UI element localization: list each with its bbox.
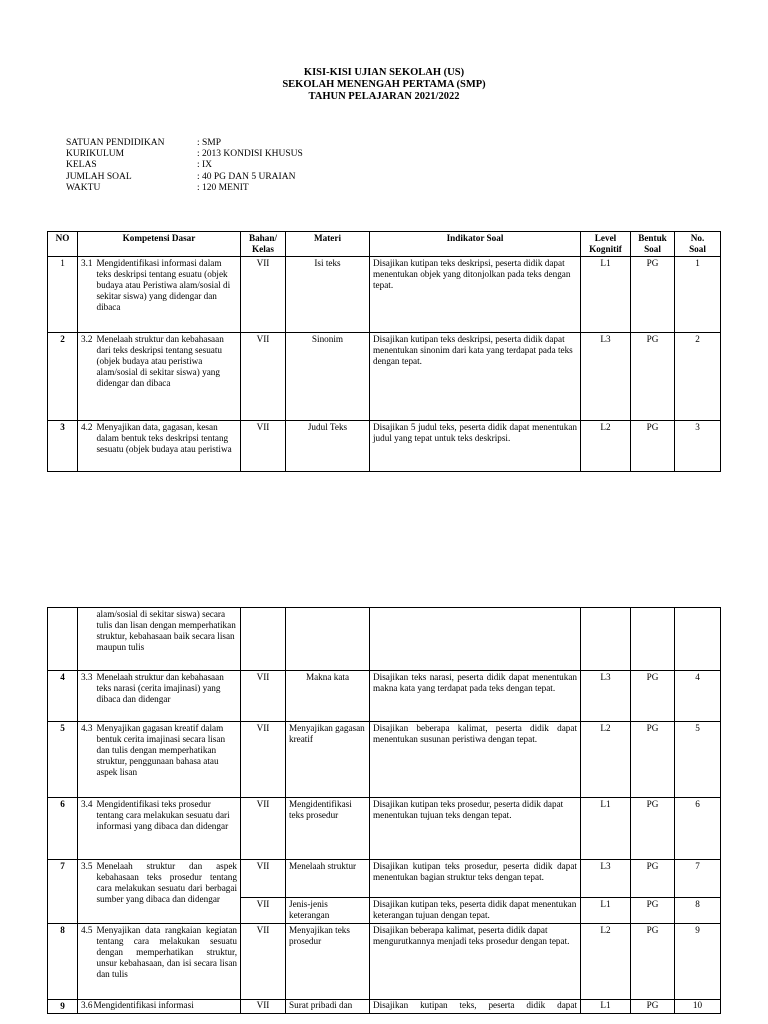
cell-kompetensi-dasar <box>78 1000 241 1014</box>
cell-kelas: VII <box>241 722 286 798</box>
cell-kompetensi-dasar <box>78 722 241 798</box>
cell-no-soal: 6 <box>675 798 721 860</box>
cell-level: L1 <box>581 1000 631 1014</box>
info-value: : 40 PG DAN 5 URAIAN <box>197 172 296 182</box>
cell-indikator: Disajikan kutipan teks, peserta didik dapat menentukan keterangan tujuan dengan tepat. <box>370 898 581 924</box>
info-value: : 120 MENIT <box>197 183 249 193</box>
cell-level: L3 <box>581 860 631 898</box>
cell-materi: Menyajikan gagasan kreatif <box>286 722 370 798</box>
table-row <box>48 860 721 898</box>
cell-no-soal: 8 <box>675 898 721 924</box>
cell-kompetensi-dasar <box>78 333 241 421</box>
header-level-line-1: Level <box>594 233 617 243</box>
cell-level: L3 <box>581 671 631 722</box>
table-row <box>48 722 721 798</box>
cell-level: L1 <box>581 257 631 333</box>
cell-no-soal: 4 <box>675 671 721 722</box>
cell-bentuk: PG <box>631 860 675 898</box>
header-no: NO <box>48 232 78 257</box>
cell-indikator: Disajikan 5 judul teks, peserta didik dapat menentukan judul yang tepat untuk teks deskripsi. <box>370 421 581 472</box>
table-row <box>48 1000 721 1014</box>
info-row-kelas <box>66 160 212 171</box>
cell-indikator <box>370 608 581 671</box>
info-row-satuan <box>66 138 221 149</box>
header-bentuk-line-1: Bentuk <box>638 233 667 243</box>
cell-no-soal: 10 <box>675 1000 721 1014</box>
kd-text: Menelaah struktur dan kebahasaan teks narasi (cerita imajinasi) yang dibaca dan didengar <box>96 672 224 704</box>
table-row <box>48 608 721 671</box>
cell-bentuk: PG <box>631 898 675 924</box>
cell-materi: Menyajikan teks prosedur <box>286 924 370 1000</box>
header-materi: Materi <box>286 232 370 257</box>
kd-text: Menelaah struktur dan aspek kebahasaan teks prosedur tentang cara melakukan sesuatu dari berbagai sumber yang dibaca dan didengar <box>96 861 237 904</box>
cell-kompetensi-dasar <box>78 257 241 333</box>
cell-bentuk: PG <box>631 722 675 798</box>
kd-number: 4.3 <box>81 723 93 733</box>
header-bentuk-line-2: Soal <box>644 244 661 254</box>
kd-number: 3.5 <box>81 861 93 871</box>
table-row <box>48 333 721 421</box>
table-row <box>48 924 721 1000</box>
info-label: WAKTU <box>66 183 101 193</box>
cell-bentuk: PG <box>631 671 675 722</box>
cell-kelas: VII <box>241 860 286 898</box>
header-indikator-soal: Indikator Soal <box>370 232 581 257</box>
cell-level: L2 <box>581 421 631 472</box>
cell-materi: Menelaah struktur <box>286 860 370 898</box>
cell-indikator: Disajikan kutipan teks, peserta didik dapat <box>370 1000 581 1014</box>
cell-kompetensi-dasar <box>78 608 241 671</box>
kd-text: Mengidentifikasi informasi <box>93 1000 194 1010</box>
header-no-soal <box>675 232 721 257</box>
cell-bentuk: PG <box>631 924 675 1000</box>
info-label: SATUAN PENDIDIKAN <box>66 138 165 148</box>
header-bentuk-soal <box>631 232 675 257</box>
cell-indikator: Disajikan kutipan teks prosedur, peserta didik dapat menentukan bagian struktur teks dengan tepat. <box>370 860 581 898</box>
header-bahan-kelas <box>241 232 286 257</box>
header-bahan-line-1: Bahan/ <box>248 233 278 243</box>
cell-level: L2 <box>581 924 631 1000</box>
cell-bentuk: PG <box>631 1000 675 1014</box>
info-value: : IX <box>197 160 213 170</box>
cell-level <box>581 608 631 671</box>
cell-kompetensi-dasar <box>78 924 241 1000</box>
table-row <box>48 257 721 333</box>
document-title-line-1: KISI-KISI UJIAN SEKOLAH (US) <box>303 67 465 78</box>
cell-level: L3 <box>581 333 631 421</box>
cell-kelas: VII <box>241 257 286 333</box>
kisi-table-part-1 <box>47 231 721 472</box>
cell-no <box>48 608 78 671</box>
kd-number: 3.1 <box>81 258 93 268</box>
info-label: KELAS <box>66 160 97 170</box>
cell-no: 2 <box>48 333 78 421</box>
kd-text: Menelaah struktur dan kebahasaan dari teks deskripsi tentang sesuatu (objek budaya atau peristiwa alam/sosial di sekitar siswa) yang didengar dan dibaca <box>96 334 224 388</box>
kd-text: alam/sosial di sekitar siswa) secara tulis dan lisan dengan memperhatikan struktur, kebahasaan baik secara lisan maupun tulis <box>96 609 236 652</box>
cell-no: 1 <box>48 257 78 333</box>
info-value: : 2013 KONDISI KHUSUS <box>197 149 303 159</box>
header-bahan-line-2: Kelas <box>252 244 274 254</box>
cell-indikator: Disajikan kutipan teks deskripsi, peserta didik dapat menentukan sinonim dari kata yang terdapat pada teks dengan tepat. <box>370 333 581 421</box>
info-label: KURIKULUM <box>66 149 125 159</box>
kd-text: Menyajikan gagasan kreatif dalam bentuk cerita imajinasi secara lisan dan tulis dengan memperhatikan struktur, penggunaan bahasa atau aspek lisan <box>96 723 226 777</box>
cell-no: 4 <box>48 671 78 722</box>
cell-kelas: VII <box>241 421 286 472</box>
kd-text: Menyajikan data, gagasan, kesan dalam bentuk teks deskripsi tentang sesuatu (objek budaya atau peristiwa <box>96 422 232 454</box>
cell-kompetensi-dasar <box>78 671 241 722</box>
cell-bentuk: PG <box>631 798 675 860</box>
cell-kelas: VII <box>241 671 286 722</box>
cell-materi: Jenis-jenis keterangan <box>286 898 370 924</box>
kd-number: 4.2 <box>81 422 93 432</box>
cell-no-soal: 5 <box>675 722 721 798</box>
cell-materi <box>286 608 370 671</box>
cell-materi: Makna kata <box>286 671 370 722</box>
kd-number: 3.6 <box>81 1000 93 1010</box>
cell-no: 3 <box>48 421 78 472</box>
cell-no-soal: 7 <box>675 860 721 898</box>
cell-no-soal: 1 <box>675 257 721 333</box>
cell-bentuk: PG <box>631 421 675 472</box>
cell-no-soal: 2 <box>675 333 721 421</box>
cell-indikator: Disajikan teks narasi, peserta didik dapat menentukan makna kata yang terdapat pada teks dengan tepat. <box>370 671 581 722</box>
cell-bentuk <box>631 608 675 671</box>
cell-kelas: VII <box>241 898 286 924</box>
table-row <box>48 421 721 472</box>
cell-indikator: Disajikan beberapa kalimat, peserta didik dapat menentukan susunan peristiwa dengan tepat. <box>370 722 581 798</box>
cell-no: 5 <box>48 722 78 798</box>
cell-kompetensi-dasar <box>78 860 241 924</box>
kd-text: Menyajikan data rangkaian kegiatan tentang cara melakukan sesuatu dengan memperhatikan struktur, unsur kebahasaan, dan isi secara lisan dan tulis <box>96 925 237 979</box>
table-header-row <box>48 232 721 257</box>
cell-kelas: VII <box>241 924 286 1000</box>
cell-materi: Isi teks <box>286 257 370 333</box>
cell-materi: Sinonim <box>286 333 370 421</box>
cell-materi: Surat pribadi dan <box>286 1000 370 1014</box>
cell-indikator: Disajikan kutipan teks prosedur, peserta didik dapat menentukan tujuan teks dengan tepat. <box>370 798 581 860</box>
cell-no: 9 <box>48 1000 78 1014</box>
kd-text: Mengidentifikasi teks prosedur tentang cara melakukan sesuatu dari informasi yang dibaca dan didengar <box>96 799 230 831</box>
cell-kelas <box>241 608 286 671</box>
cell-no: 7 <box>48 860 78 924</box>
kisi-table-part-2 <box>47 607 721 1014</box>
cell-bentuk: PG <box>631 333 675 421</box>
cell-no: 8 <box>48 924 78 1000</box>
cell-no: 6 <box>48 798 78 860</box>
header-level-kognitif <box>581 232 631 257</box>
cell-materi: Judul Teks <box>286 421 370 472</box>
cell-kelas: VII <box>241 798 286 860</box>
cell-indikator: Disajikan beberapa kalimat, peserta didik dapat mengurutkannya menjadi teks prosedur dengan tepat. <box>370 924 581 1000</box>
cell-kompetensi-dasar <box>78 798 241 860</box>
header-nosoal-line-1: No. <box>690 233 705 243</box>
kd-text: Mengidentifikasi informasi dalam teks deskripsi tentang esuatu (objek budaya atau Peristiwa alam/sosial di sekitar siswa) yang didengar dan dibaca <box>96 258 231 312</box>
info-value: : SMP <box>197 138 222 148</box>
info-row-jumlah-soal <box>66 172 295 183</box>
kd-number: 3.2 <box>81 334 93 344</box>
cell-level: L1 <box>581 898 631 924</box>
kd-number: 3.4 <box>81 799 93 809</box>
cell-no-soal <box>675 608 721 671</box>
header-kompetensi-dasar: Kompetensi Dasar <box>78 232 241 257</box>
cell-level: L2 <box>581 722 631 798</box>
header-level-line-2: Kognitif <box>589 244 622 254</box>
cell-kelas: VII <box>241 1000 286 1014</box>
info-row-kurikulum <box>66 149 303 160</box>
document-title-line-2: SEKOLAH MENENGAH PERTAMA (SMP) <box>282 79 486 90</box>
cell-kelas: VII <box>241 333 286 421</box>
kd-number: 4.5 <box>81 925 93 935</box>
document-title-line-3: TAHUN PELAJARAN 2021/2022 <box>308 91 460 102</box>
cell-indikator: Disajikan kutipan teks deskripsi, peserta didik dapat menentukan objek yang ditonjolkan pada teks dengan tepat. <box>370 257 581 333</box>
cell-no-soal: 3 <box>675 421 721 472</box>
header-nosoal-line-2: Soal <box>689 244 706 254</box>
table-row <box>48 798 721 860</box>
info-label: JUMLAH SOAL <box>66 172 132 182</box>
cell-bentuk: PG <box>631 257 675 333</box>
table-row <box>48 671 721 722</box>
cell-no-soal: 9 <box>675 924 721 1000</box>
cell-kompetensi-dasar <box>78 421 241 472</box>
cell-materi: Mengidentifikasi teks prosedur <box>286 798 370 860</box>
info-row-waktu <box>66 183 249 194</box>
kd-number: 3.3 <box>81 672 93 682</box>
cell-level: L1 <box>581 798 631 860</box>
